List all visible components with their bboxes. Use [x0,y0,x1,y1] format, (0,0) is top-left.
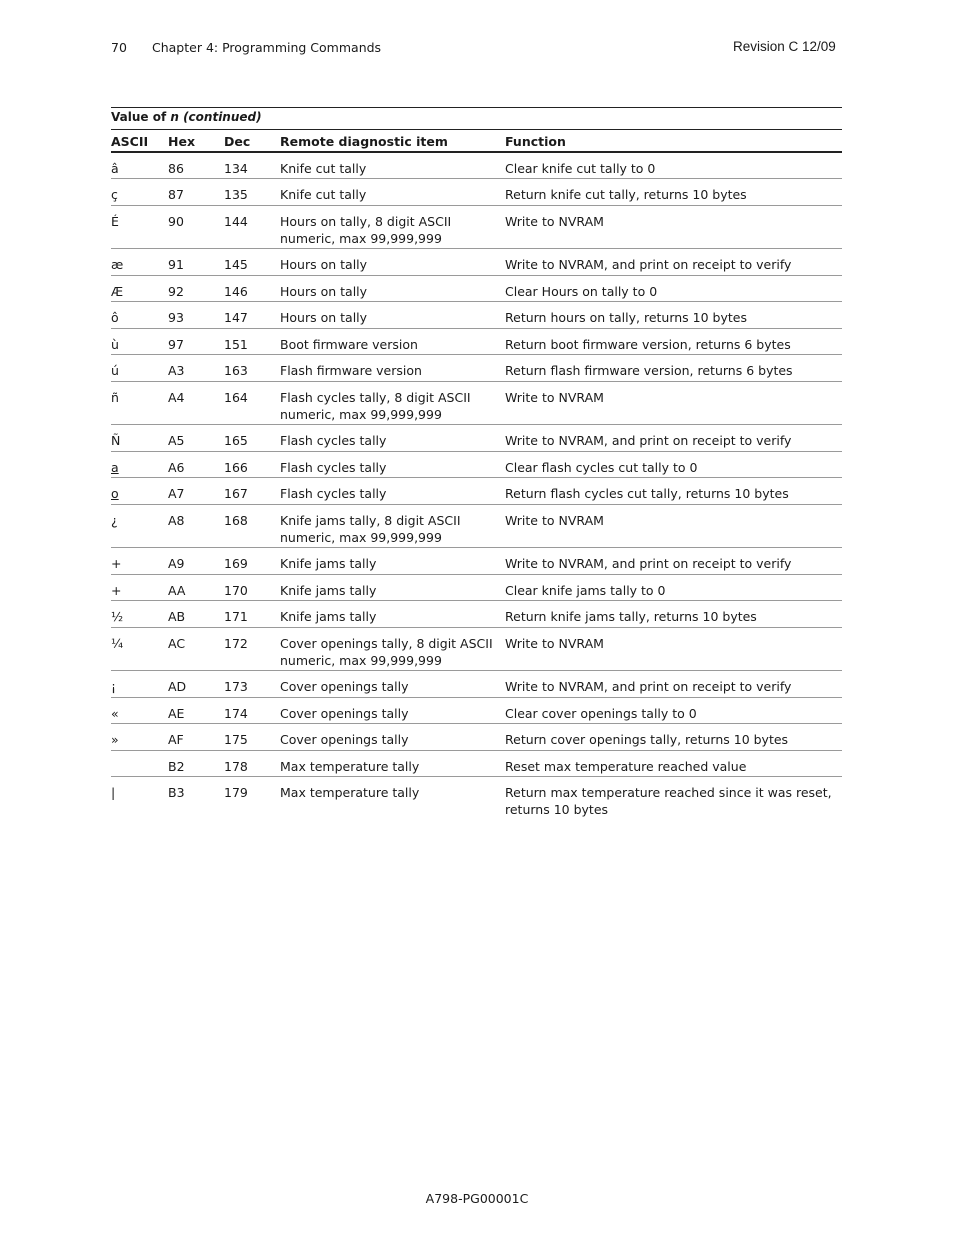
table-row [111,724,842,751]
cell-hex: 92 [168,275,224,302]
cell-ascii: É [111,205,168,249]
cell-hex: B2 [168,750,224,777]
cell-ascii: ô [111,302,168,329]
table-row [111,355,842,382]
table-row [111,504,842,548]
cell-dec: 145 [224,249,280,276]
table-row [111,451,842,478]
cell-hex: 93 [168,302,224,329]
cell-ascii-text: a [111,459,119,475]
table-row [111,777,842,821]
cell-item: Cover openings tally [280,697,505,724]
table-row [111,750,842,777]
cell-function: Write to NVRAM [505,504,842,548]
cell-item: Knife jams tally [280,574,505,601]
cell-ascii: + [111,574,168,601]
table-row [111,205,842,249]
table-row [111,328,842,355]
chapter-title: Chapter 4: Programming Commands [152,40,382,55]
cell-function: Clear flash cycles cut tally to 0 [505,451,842,478]
cell-dec: 134 [224,152,280,179]
cell-dec: 173 [224,671,280,698]
cell-function: Clear knife cut tally to 0 [505,152,842,179]
cell-hex: 97 [168,328,224,355]
cell-function: Write to NVRAM, and print on receipt to verify [505,548,842,575]
cell-ascii: ç [111,179,168,206]
cell-ascii [111,750,168,777]
cell-ascii: â [111,152,168,179]
cell-hex: A9 [168,548,224,575]
cell-item: Cover openings tally [280,671,505,698]
cell-hex: 91 [168,249,224,276]
cell-function: Clear cover openings tally to 0 [505,697,842,724]
table-row [111,179,842,206]
cell-function: Return flash firmware version, returns 6 bytes [505,355,842,382]
cell-function: Write to NVRAM [505,205,842,249]
table-row [111,302,842,329]
cell-ascii: æ [111,249,168,276]
cell-item: Flash cycles tally [280,451,505,478]
table-caption [111,107,842,129]
cell-item: Cover openings tally, 8 digit ASCII numeric, max 99,999,999 [280,627,505,671]
diagnostic-table-container [111,107,842,820]
cell-item: Max temperature tally [280,785,420,800]
cell-item: Cover openings tally [280,724,505,751]
cell-item: Flash cycles tally [280,425,505,452]
cell-item: Hours on tally [280,302,505,329]
cell-function: Return hours on tally, returns 10 bytes [505,302,842,329]
cell-hex: 86 [168,152,224,179]
column-header-function: Function [505,130,842,153]
cell-function: Write to NVRAM, and print on receipt to verify [505,671,842,698]
column-header-hex: Hex [168,130,224,153]
cell-hex: 90 [168,205,224,249]
cell-ascii: » [111,724,168,751]
cell-ascii: ¿ [111,504,168,548]
cell-dec: 135 [224,179,280,206]
column-header-item: Remote diagnostic item [280,130,505,153]
cell-hex: A5 [168,425,224,452]
cell-ascii: « [111,697,168,724]
cell-dec: 172 [224,627,280,671]
cell-ascii: | [111,785,116,800]
cell-dec: 179 [224,785,248,800]
table-body [111,152,842,820]
cell-item: Knife jams tally [280,601,505,628]
cell-function: Clear Hours on tally to 0 [505,275,842,302]
cell-dec: 171 [224,601,280,628]
cell-hex: B3 [168,785,185,800]
cell-function: Return flash cycles cut tally, returns 10 bytes [505,478,842,505]
cell-dec: 174 [224,697,280,724]
cell-dec: 146 [224,275,280,302]
table-row [111,152,842,179]
cell-dec: 178 [224,750,280,777]
cell-ascii: Æ [111,275,168,302]
cell-ascii: + [111,548,168,575]
cell-ascii: Ñ [111,425,168,452]
cell-dec: 151 [224,328,280,355]
cell-function: Write to NVRAM [505,627,842,671]
table-row [111,627,842,671]
table-row [111,697,842,724]
cell-ascii: ñ [111,381,168,425]
caption-suffix: (continued) [178,110,262,124]
cell-item: Knife cut tally [280,152,505,179]
caption-prefix: Value of [111,110,171,124]
table-row [111,601,842,628]
cell-hex: AA [168,574,224,601]
cell-dec: 167 [224,478,280,505]
cell-function: Reset max temperature reached value [505,750,842,777]
cell-item: Flash firmware version [280,355,505,382]
cell-ascii: ú [111,355,168,382]
cell-hex: 87 [168,179,224,206]
cell-function: Clear knife jams tally to 0 [505,574,842,601]
cell-hex: AD [168,671,224,698]
table-row [111,478,842,505]
cell-dec: 147 [224,302,280,329]
document-id: A798-PG00001C [425,1191,529,1206]
cell-item: Knife jams tally [280,548,505,575]
table-header-row [111,130,842,153]
cell-item: Hours on tally [280,275,505,302]
table-row [111,671,842,698]
cell-item: Knife jams tally, 8 digit ASCII numeric, max 99,999,999 [280,504,505,548]
cell-hex: AE [168,697,224,724]
cell-ascii: ¡ [111,671,168,698]
cell-hex: A6 [168,451,224,478]
cell-function: Return knife jams tally, returns 10 bytes [505,601,842,628]
table-row [111,381,842,425]
cell-item: Flash cycles tally [280,478,505,505]
cell-dec: 168 [224,504,280,548]
revision-label: Revision C 12/09 [733,39,836,54]
cell-dec: 166 [224,451,280,478]
cell-function: Write to NVRAM, and print on receipt to verify [505,249,842,276]
cell-item: Flash cycles tally, 8 digit ASCII numeric, max 99,999,999 [280,381,505,425]
cell-function: Write to NVRAM, and print on receipt to verify [505,425,842,452]
cell-hex: A3 [168,355,224,382]
cell-dec: 165 [224,425,280,452]
cell-ascii-text: o [111,486,119,501]
cell-dec: 163 [224,355,280,382]
cell-ascii: ¼ [111,627,168,671]
table-row [111,548,842,575]
cell-ascii: ½ [111,601,168,628]
cell-item: Max temperature tally [280,750,505,777]
column-header-ascii: ASCII [111,130,168,153]
cell-function: Write to NVRAM [505,381,842,425]
cell-item: Boot firmware version [280,328,505,355]
caption-variable: n [170,110,179,124]
cell-hex: AB [168,601,224,628]
cell-ascii: ù [111,328,168,355]
cell-function: Return cover openings tally, returns 10 bytes [505,724,842,751]
cell-function: Return max temperature reached since it was reset, returns 10 bytes [505,785,832,817]
cell-hex: AC [168,627,224,671]
cell-function: Return knife cut tally, returns 10 bytes [505,179,842,206]
table-row [111,275,842,302]
column-header-dec: Dec [224,130,280,153]
table-row [111,574,842,601]
cell-item: Hours on tally [280,249,505,276]
table-row [111,249,842,276]
table-row [111,425,842,452]
cell-hex: A4 [168,381,224,425]
cell-hex: AF [168,724,224,751]
cell-item: Knife cut tally [280,179,505,206]
cell-item: Hours on tally, 8 digit ASCII numeric, max 99,999,999 [280,205,505,249]
cell-dec: 144 [224,205,280,249]
cell-dec: 169 [224,548,280,575]
cell-dec: 175 [224,724,280,751]
cell-function: Return boot firmware version, returns 6 bytes [505,328,842,355]
cell-ascii [111,478,168,505]
cell-dec: 164 [224,381,280,425]
cell-hex: A8 [168,504,224,548]
diagnostic-table [111,129,842,820]
cell-dec: 170 [224,574,280,601]
cell-ascii [111,451,168,478]
cell-hex: A7 [168,478,224,505]
page-number: 70 [111,40,127,55]
